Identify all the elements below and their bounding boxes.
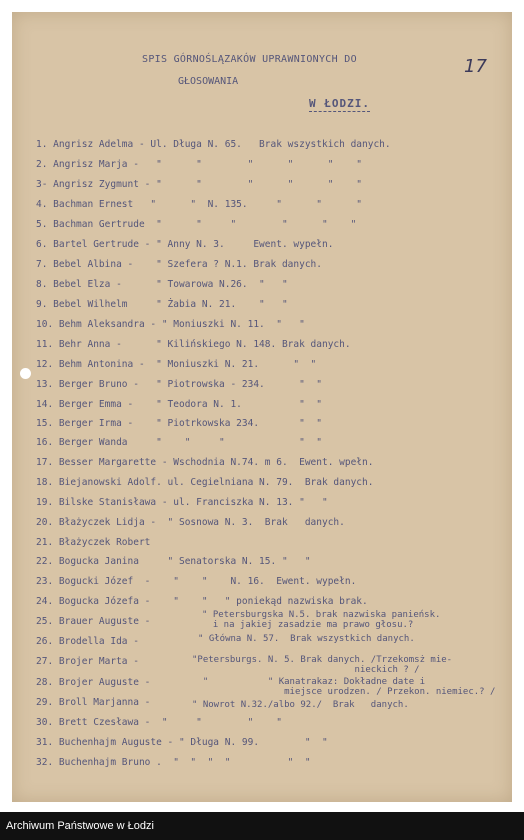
row-note: "Petersburgs. N. 5. Brak danych. /Trzekomsż mie- — [192, 655, 453, 665]
list-item: 19. Bilske Stanisława - ul. Franciszka N. 13. " " — [36, 497, 328, 508]
list-item: 6. Bartel Gertrude - " Anny N. 3. Ewent. wypełn. — [36, 239, 334, 250]
list-item: 26. Brodella Ida - — [36, 636, 139, 647]
list-item: 11. Behr Anna - " Kilińskiego N. 148. Brak danych. — [36, 339, 351, 350]
row-note: " Nowrot N.32./albo 92./ Brak danych. — [192, 700, 409, 710]
list-item: 5. Bachman Gertrude " " " " " " — [36, 219, 357, 230]
row-note: " Petersburgska N.5. brak nazwiska panieńsk. — [202, 610, 441, 620]
page-number: 17 — [464, 56, 487, 77]
list-item: 18. Biejanowski Adolf. ul. Cegielniana N. 79. Brak danych. — [36, 477, 374, 488]
list-item: 24. Bogucka Józefa - " " " poniekąd nazwiska brak. — [36, 596, 368, 607]
row-note: miejsce urodzen. / Przekon. niemiec.? / — [192, 687, 496, 697]
list-item: 10. Behm Aleksandra - " Moniuszki N. 11. " " — [36, 319, 305, 330]
list-item: 25. Brauer Auguste - — [36, 616, 151, 627]
document-title-line2: GŁOSOWANIA — [178, 76, 239, 87]
list-item: 28. Brojer Auguste - — [36, 677, 151, 688]
row-note: " " Kanatrakaz: Dokładne date i — [192, 677, 425, 687]
list-item: 12. Behm Antonina - " Moniuszki N. 21. " " — [36, 359, 317, 370]
list-item: 13. Berger Bruno - " Piotrowska - 234. " " — [36, 379, 322, 390]
list-item: 16. Berger Wanda " " " " " — [36, 437, 322, 448]
document-title: SPIS GÓRNOŚLĄZAKÓW UPRAWNIONYCH DO — [142, 54, 357, 65]
document-page — [12, 12, 512, 802]
list-item: 1. Angrisz Adelma - Ul. Długa N. 65. Brak wszystkich danych. — [36, 139, 391, 150]
list-item: 22. Bogucka Janina " Senatorska N. 15. " " — [36, 556, 311, 567]
row-note: nieckich ? / — [192, 665, 420, 675]
list-item: 14. Berger Emma - " Teodora N. 1. " " — [36, 399, 322, 410]
list-item: 3- Angrisz Zygmunt - " " " " " " — [36, 179, 363, 190]
row-note: " Główna N. 57. Brak wszystkich danych. — [198, 634, 415, 644]
list-item: 4. Bachman Ernest " " N. 135. " " " — [36, 199, 363, 210]
list-item: 21. Błażyczek Robert — [36, 537, 151, 548]
list-item: 30. Brett Czesława - " " " " — [36, 717, 282, 728]
list-item: 8. Bebel Elza - " Towarowa N.26. " " — [36, 279, 288, 290]
list-item: 9. Bebel Wilhelm " Żabia N. 21. " " — [36, 299, 288, 310]
list-item: 20. Błażyczek Lidja - " Sosnowa N. 3. Brak danych. — [36, 517, 345, 528]
row-note: i na jakiej zasadzie ma prawo głosu.? — [202, 620, 414, 630]
archive-name: Archiwum Państwowe w Łodzi — [6, 820, 154, 832]
punch-hole — [20, 368, 31, 379]
list-item: 29. Broll Marjanna - — [36, 697, 151, 708]
document-city-heading: W ŁODZI. — [309, 97, 370, 110]
list-item: 31. Buchenhajm Auguste - " Długa N. 99. " " — [36, 737, 328, 748]
list-item: 23. Bogucki Józef - " " N. 16. Ewent. wypełn. — [36, 576, 357, 587]
list-item: 15. Berger Irma - " Piotrkowska 234. " " — [36, 418, 322, 429]
archive-footer — [0, 812, 524, 840]
list-item: 27. Brojer Marta - — [36, 656, 139, 667]
list-item: 7. Bebel Albina - " Szefera ? N.1. Brak danych. — [36, 259, 322, 270]
list-item: 32. Buchenhajm Bruno . " " " " " " — [36, 757, 311, 768]
list-item: 2. Angrisz Marja - " " " " " " — [36, 159, 363, 170]
list-item: 17. Besser Margarette - Wschodnia N.74. m 6. Ewent. wpełn. — [36, 457, 374, 468]
